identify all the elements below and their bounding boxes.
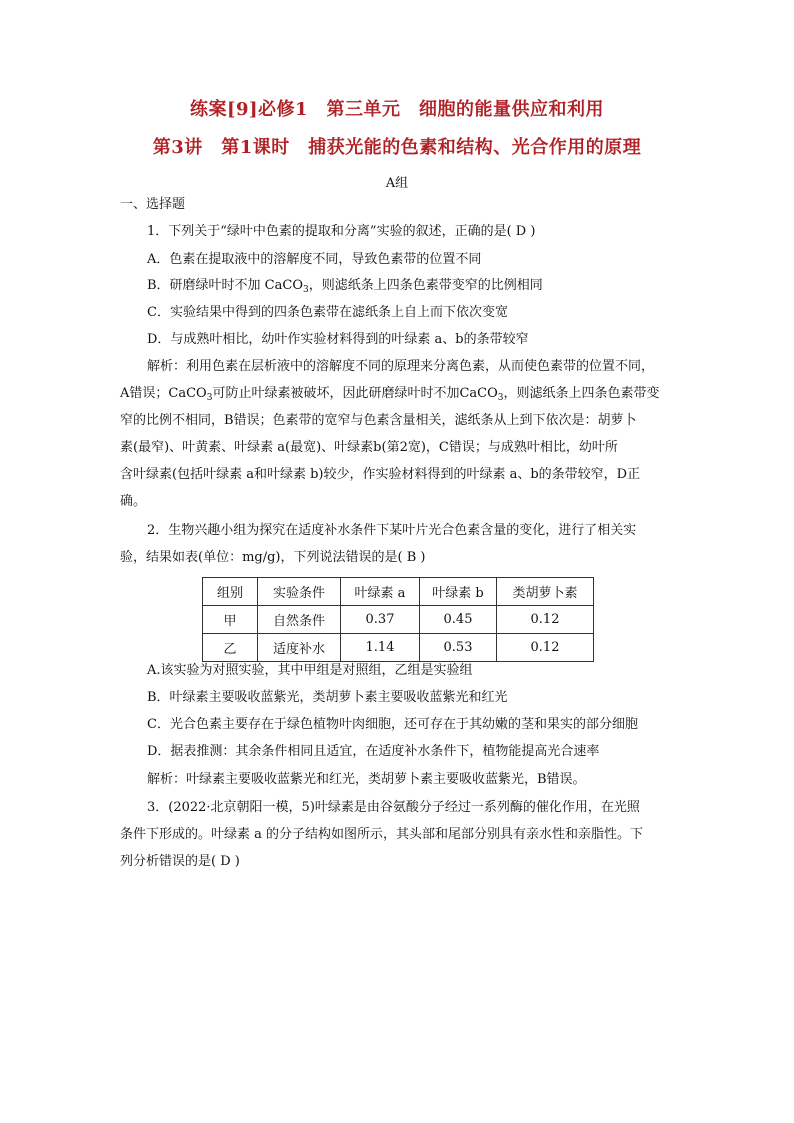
table-cell: 0.37 (341, 606, 420, 634)
q1-analysis-line-6: 确。 (120, 494, 147, 509)
q1-option-b-post: ，则滤纸条上四条色素带变窄的比例相同 (308, 278, 543, 293)
q3-stem-line-3: 列分析错误的是( D ) (120, 854, 240, 869)
table-cell: 甲 (203, 606, 258, 634)
q1-option-d: D．与成熟叶相比，幼叶作实验材料得到的叶绿素 a、b的条带较窄 (147, 332, 529, 347)
q3-stem-line-2: 条件下形成的。叶绿素 a 的分子结构如图所示，其头部和尾部分别具有亲水性和亲脂性。下 (120, 827, 644, 842)
table-header-row (203, 578, 594, 606)
table-row (203, 606, 594, 634)
q2-analysis: 解析：叶绿素主要吸收蓝紫光和红光，类胡萝卜素主要吸收蓝紫光，B错误。 (147, 772, 586, 787)
q2-option-d: D．据表推测：其余条件相同且适宜，在适度补水条件下，植物能提高光合速率 (147, 744, 600, 759)
q3-stem-line-1: 3．(2022·北京朝阳一模，5)叶绿素是由谷氨酸分子经过一系列酶的催化作用，在光照 (147, 800, 640, 815)
q1-analysis-line-2-b: 可防止叶绿素被破坏，因此研磨绿叶时不加CaCO (212, 386, 498, 401)
q1-option-b-pre: B．研磨绿叶时不加 CaCO (147, 278, 303, 293)
q1-analysis-line-1: 解析：利用色素在层析液中的溶解度不同的原理来分离色素，从而使色素带的位置不同， (147, 359, 655, 374)
q2-stem-line-1: 2．生物兴趣小组为探究在适度补水条件下某叶片光合色素含量的变化，进行了相关实 (147, 523, 637, 538)
table-header-cell: 叶绿素 b (420, 578, 497, 606)
q1-option-b (147, 277, 543, 299)
q1-stem: 1．下列关于“绿叶中色素的提取和分离”实验的叙述，正确的是( D ) (147, 224, 536, 239)
q1-option-c: C．实验结果中得到的四条色素带在滤纸条上自上而下依次变宽 (147, 305, 508, 320)
table-header-cell: 类胡萝卜素 (497, 578, 594, 606)
q1-option-b-sub: 3 (303, 285, 309, 295)
q1-option-a: A．色素在提取液中的溶解度不同，导致色素带的位置不同 (147, 252, 482, 267)
q1-analysis-line-3: 窄的比例不相同，B错误；色素带的宽窄与色素含量相关，滤纸条从上到下依次是：胡萝卜 (120, 413, 637, 428)
table-header-cell: 组别 (203, 578, 258, 606)
q1-analysis-line-2-c: ，则滤纸条上四条色素带变 (503, 386, 660, 401)
q1-analysis-line-5: 含叶绿素(包括叶绿素 a和叶绿素 b)较少，作实验材料得到的叶绿素 a、b的条带较窄，D正 (120, 467, 641, 482)
title-line-2: 第3讲 第1课时 捕获光能的色素和结构、光合作用的原理 (152, 137, 642, 158)
table-row (203, 634, 594, 662)
table-cell: 0.12 (497, 606, 594, 634)
q1-analysis-line-2-a: A错误；CaCO (120, 386, 207, 401)
q1-analysis-sub-1: 3 (206, 393, 213, 403)
table-header-cell: 实验条件 (258, 578, 341, 606)
table-cell: 0.53 (420, 634, 497, 662)
table-cell: 1.14 (341, 634, 420, 662)
section-heading: 一、选择题 (120, 197, 186, 212)
q2-option-a: A.该实验为对照实验，其中甲组是对照组，乙组是实验组 (147, 663, 473, 678)
table-cell: 自然条件 (258, 606, 341, 634)
table-cell: 适度补水 (258, 634, 341, 662)
table-cell: 0.45 (420, 606, 497, 634)
q1-analysis-sub-2: 3 (497, 393, 504, 403)
table-cell: 乙 (203, 634, 258, 662)
q2-option-b: B．叶绿素主要吸收蓝紫光，类胡萝卜素主要吸收蓝紫光和红光 (147, 690, 508, 705)
title-line-1: 练案[9]必修1 第三单元 细胞的能量供应和利用 (189, 99, 605, 120)
table-header-cell: 叶绿素 a (341, 578, 420, 606)
q2-data-table (202, 577, 594, 662)
group-label: A组 (385, 176, 409, 191)
q2-stem-line-2: 验，结果如表(单位：mg/g)，下列说法错误的是( B ) (120, 550, 426, 565)
q1-analysis-line-4: 素(最窄)、叶黄素、叶绿素 a(最宽)、叶绿素b(第2宽)，C错误；与成熟叶相比，幼叶所 (120, 440, 618, 455)
table-cell: 0.12 (497, 634, 594, 662)
q2-option-c: C．光合色素主要存在于绿色植物叶肉细胞，还可存在于其幼嫩的茎和果实的部分细胞 (147, 717, 638, 732)
q1-analysis-line-2 (120, 385, 660, 407)
